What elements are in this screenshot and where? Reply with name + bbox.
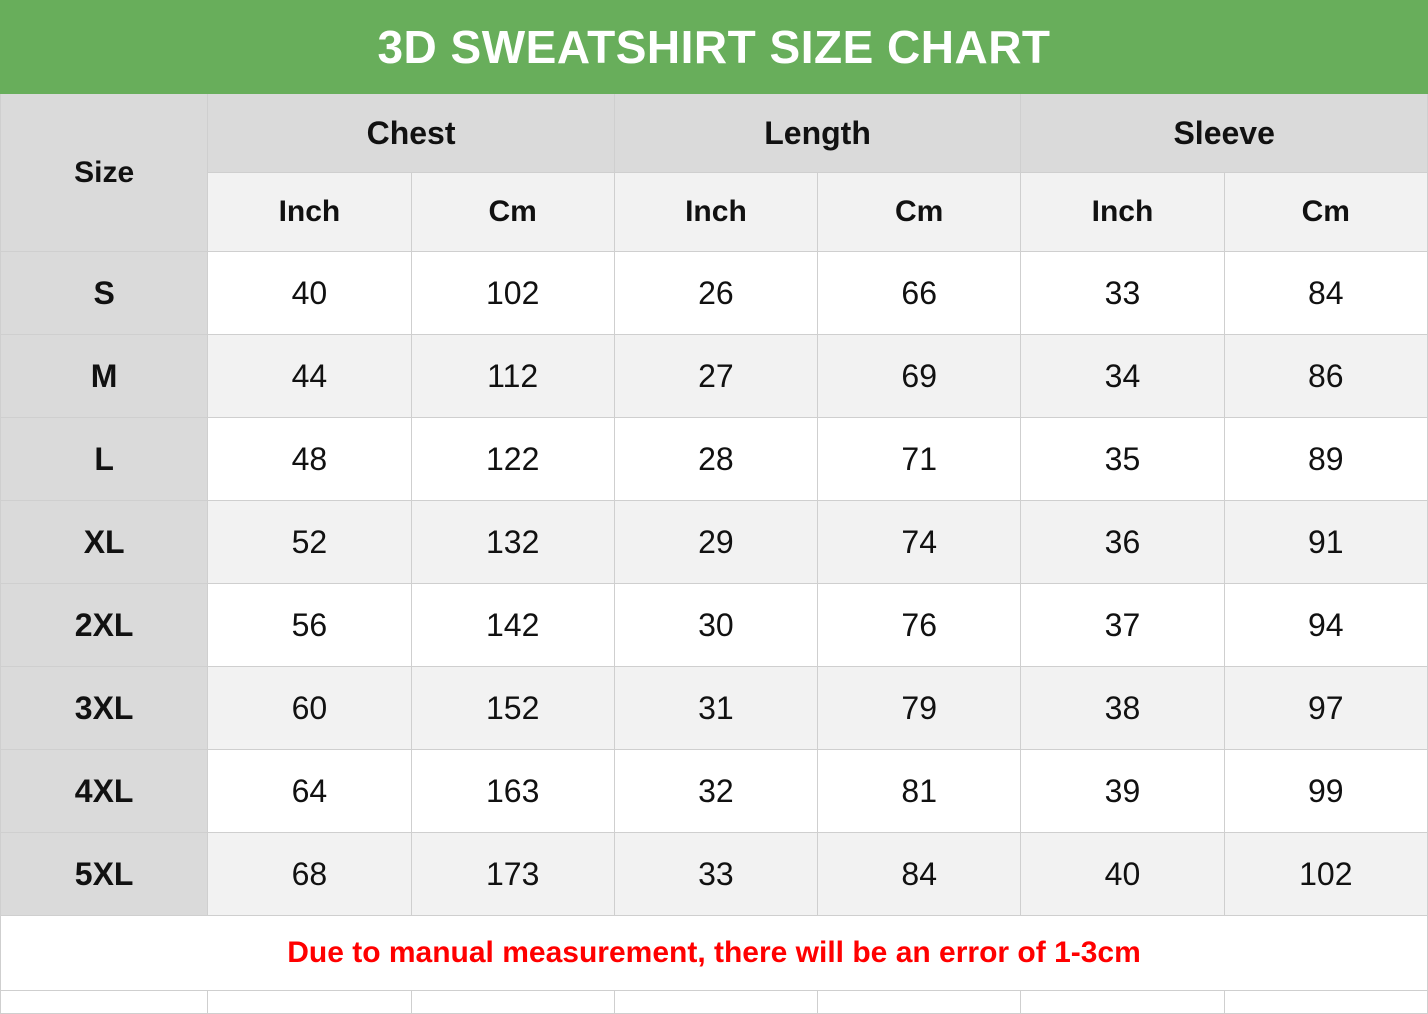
measurement-note: Due to manual measurement, there will be an error of 1-3cm xyxy=(1,916,1428,991)
cell-length-cm: 81 xyxy=(818,750,1021,833)
cell-sleeve-inch: 40 xyxy=(1021,833,1224,916)
cell-sleeve-cm: 99 xyxy=(1224,750,1427,833)
cell-chest-cm: 112 xyxy=(411,335,614,418)
cell-sleeve-cm: 97 xyxy=(1224,667,1427,750)
row-size-label: S xyxy=(1,252,208,335)
cell-chest-cm: 173 xyxy=(411,833,614,916)
cell-chest-cm: 142 xyxy=(411,584,614,667)
row-size-label: 4XL xyxy=(1,750,208,833)
unit-header-chest-cm: Cm xyxy=(411,173,614,252)
cell-chest-inch: 60 xyxy=(208,667,411,750)
cell-length-inch: 29 xyxy=(614,501,817,584)
filler-cell xyxy=(208,991,411,1014)
cell-sleeve-inch: 36 xyxy=(1021,501,1224,584)
cell-chest-inch: 44 xyxy=(208,335,411,418)
cell-length-inch: 27 xyxy=(614,335,817,418)
filler-cell xyxy=(818,991,1021,1014)
cell-sleeve-inch: 35 xyxy=(1021,418,1224,501)
cell-length-inch: 32 xyxy=(614,750,817,833)
row-size-label: 2XL xyxy=(1,584,208,667)
table-row xyxy=(1,584,1428,667)
unit-header-sleeve-cm: Cm xyxy=(1224,173,1427,252)
cell-length-cm: 74 xyxy=(818,501,1021,584)
filler-row xyxy=(1,991,1428,1014)
cell-sleeve-inch: 37 xyxy=(1021,584,1224,667)
row-size-label: 5XL xyxy=(1,833,208,916)
row-size-label: XL xyxy=(1,501,208,584)
cell-sleeve-inch: 39 xyxy=(1021,750,1224,833)
cell-chest-inch: 68 xyxy=(208,833,411,916)
table-row xyxy=(1,501,1428,584)
cell-chest-cm: 163 xyxy=(411,750,614,833)
cell-chest-cm: 122 xyxy=(411,418,614,501)
filler-cell xyxy=(1,991,208,1014)
cell-sleeve-cm: 84 xyxy=(1224,252,1427,335)
cell-chest-inch: 64 xyxy=(208,750,411,833)
cell-sleeve-cm: 86 xyxy=(1224,335,1427,418)
unit-header-length-cm: Cm xyxy=(818,173,1021,252)
cell-chest-inch: 48 xyxy=(208,418,411,501)
filler-cell xyxy=(614,991,817,1014)
cell-sleeve-cm: 91 xyxy=(1224,501,1427,584)
table-row xyxy=(1,335,1428,418)
cell-chest-inch: 52 xyxy=(208,501,411,584)
unit-header-sleeve-inch: Inch xyxy=(1021,173,1224,252)
group-header-length: Length xyxy=(614,94,1021,173)
filler-cell xyxy=(1021,991,1224,1014)
cell-length-inch: 28 xyxy=(614,418,817,501)
cell-chest-inch: 40 xyxy=(208,252,411,335)
table-row xyxy=(1,252,1428,335)
table-row xyxy=(1,833,1428,916)
cell-chest-cm: 132 xyxy=(411,501,614,584)
row-size-label: L xyxy=(1,418,208,501)
row-size-label: M xyxy=(1,335,208,418)
table-row xyxy=(1,750,1428,833)
cell-length-inch: 33 xyxy=(614,833,817,916)
table-row xyxy=(1,667,1428,750)
table-row xyxy=(1,418,1428,501)
note-row xyxy=(1,916,1428,991)
cell-length-inch: 26 xyxy=(614,252,817,335)
cell-length-inch: 31 xyxy=(614,667,817,750)
cell-length-cm: 69 xyxy=(818,335,1021,418)
filler-cell xyxy=(411,991,614,1014)
row-size-label: 3XL xyxy=(1,667,208,750)
cell-chest-cm: 102 xyxy=(411,252,614,335)
cell-chest-inch: 56 xyxy=(208,584,411,667)
unit-header-row xyxy=(1,173,1428,252)
cell-length-inch: 30 xyxy=(614,584,817,667)
title-row xyxy=(1,1,1428,94)
cell-sleeve-inch: 33 xyxy=(1021,252,1224,335)
unit-header-chest-inch: Inch xyxy=(208,173,411,252)
cell-chest-cm: 152 xyxy=(411,667,614,750)
filler-cell xyxy=(1224,991,1427,1014)
unit-header-length-inch: Inch xyxy=(614,173,817,252)
chart-title: 3D SWEATSHIRT SIZE CHART xyxy=(1,1,1428,94)
cell-sleeve-cm: 89 xyxy=(1224,418,1427,501)
cell-sleeve-cm: 94 xyxy=(1224,584,1427,667)
cell-sleeve-inch: 38 xyxy=(1021,667,1224,750)
group-header-chest: Chest xyxy=(208,94,615,173)
cell-length-cm: 66 xyxy=(818,252,1021,335)
cell-length-cm: 71 xyxy=(818,418,1021,501)
size-column-header: Size xyxy=(1,94,208,252)
cell-sleeve-cm: 102 xyxy=(1224,833,1427,916)
cell-length-cm: 79 xyxy=(818,667,1021,750)
cell-length-cm: 76 xyxy=(818,584,1021,667)
cell-sleeve-inch: 34 xyxy=(1021,335,1224,418)
group-header-sleeve: Sleeve xyxy=(1021,94,1428,173)
group-header-row xyxy=(1,94,1428,173)
cell-length-cm: 84 xyxy=(818,833,1021,916)
